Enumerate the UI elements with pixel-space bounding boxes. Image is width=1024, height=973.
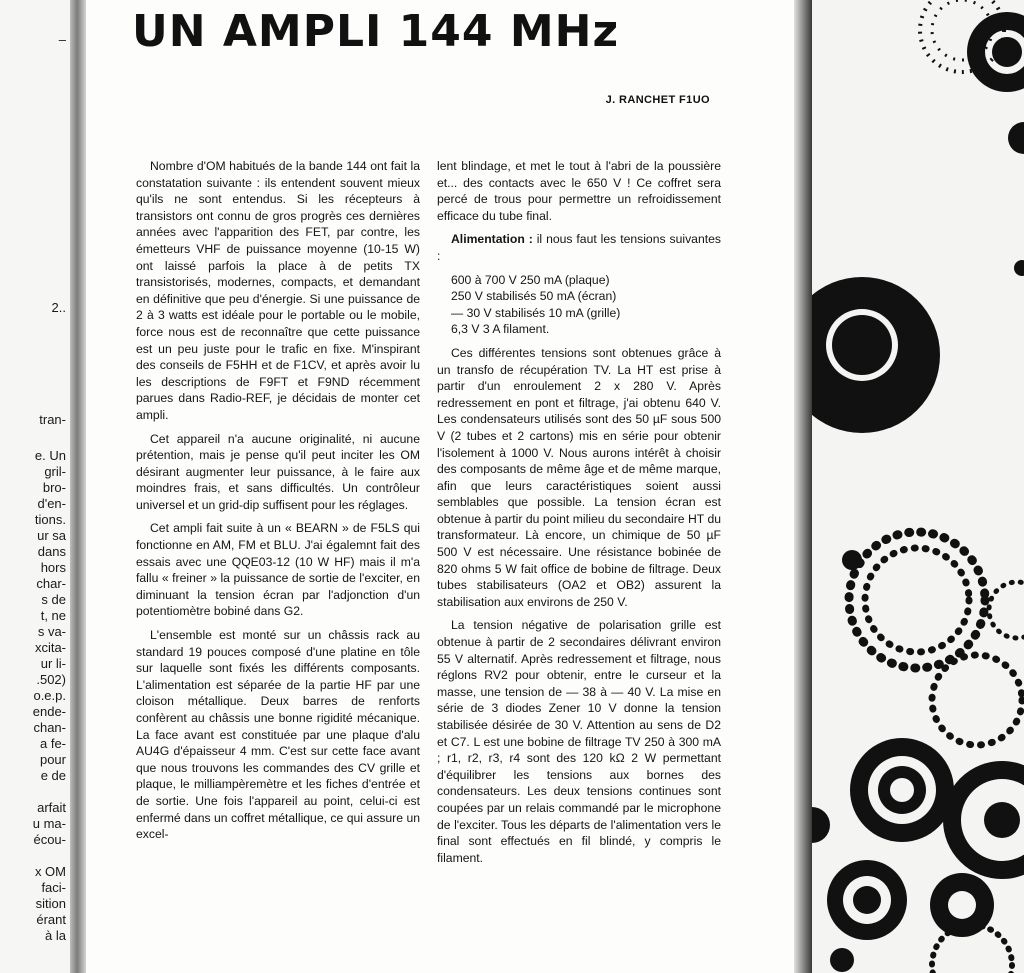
- left-page-fragment: .502): [36, 672, 66, 687]
- left-page-fragment: hors: [40, 560, 66, 575]
- left-page-fragment: ende-: [32, 704, 66, 719]
- paragraph-intro: Nombre d'OM habitués de la bande 144 ont fait la constatation suivante : ils entendent souvent mieux qu'ils ne sont entendus. Si les récepteurs à transistors ont connu de gros progrès ces dernières années avec l'apparition des FET, par contre, les émetteurs VHF de puissance moyenne (10-15 W) ont laissé parfois la place à de petits TX transistorisés, modernes, compacts, et demandant en définitive que peu d'énergie. Si une puissance de 2 à 3 watts est idéale pour le portable ou le mobile, force nous est de reconnaître que cette puissance est un peu juste pour le trafic en fixe. M'inspirant des conseils de F5HH et de F1CV, et après avoir lu les descriptions de F9FT et F9ND récemment parues dans Radio-REF, je décidais de monter cet ampli.: [136, 159, 420, 422]
- paragraph-chassis: L'ensemble est monté sur un châssis rack au standard 19 pouces composé d'une platine en tôle sur laquelle sont fixés les différents composants. L'alimentation est séparée de la partie HF par une cloison métallique. Deux barres de renforts confèrent au châssis une bonne rigidité mécanique. La face avant est constituée par une plaque d'alu AU4G d'épaisseur 4 mm. C'est sur cette face avant que nous trouvons les commandes des CV grille et plaque, le milliampèremètre et les fiches d'entrée et de sortie. Une fois l'appareil au point, celui-ci est enfermé dans un coffret métallique, ce qui assure un excel-: [136, 628, 420, 842]
- paragraph-transfo: Ces différentes tensions sont obtenues grâce à un transfo de récupération TV. La HT est prise à partir d'un enroulement 2 x 280 V. Après redressement en pont et filtrage, j'ai obtenu 640 V. Les condensateurs utilisés sont des 50 µF sous 500 V (2 tubes et 2 cartons) mis en série pour obtenir l'isolement à 1000 V. Nous aurons intérêt à choisir des composants de même âge et de même marque, afin que leurs caractéristiques soient aussi semblables que possible. La tension écran est obtenue à partir du point milieu du secondaire HT du transformateur. Là encore, un chimique de 50 µF 500 V est nécessaire. Une résistance bobinée de 820 ohms 5 W fait office de bobine de filtrage. Deux tubes stabilisateurs (OA2 et OB2) assurent la stabilisation aux environs de 250 V.: [437, 345, 721, 609]
- left-page-fragment: x OM: [34, 864, 66, 879]
- tension-item: — 30 V stabilisés 10 mA (grille): [451, 305, 621, 320]
- paragraph-bearn: Cet ampli fait suite à un « BEARN » de F5LS qui fonctionne en AM, FM et BLU. J'ai égalemnt fait des essais avec une QQE03-12 (10 W HF) mais il m'a fallu « freiner » la puissance de sortie de l'exciter, en diminuant la tension écran par l'adjonction d'un potentiomètre bobiné dans G2.: [136, 521, 420, 619]
- left-page-fragment: e de: [40, 768, 66, 783]
- left-page-fragment: d'en-: [37, 496, 66, 511]
- alimentation-label: Alimentation :: [451, 232, 533, 247]
- left-page-fragment: o.e.p.: [33, 688, 66, 703]
- left-page-fragment: sition: [35, 896, 66, 911]
- left-page-fragment: u ma-: [32, 816, 66, 831]
- article-title: UN AMPLI 144 MHz: [132, 6, 620, 57]
- alimentation-text: il nous faut les tensions suivantes :: [437, 232, 722, 263]
- circles-pattern-graphic: [812, 0, 1024, 973]
- left-page-fragment: char-: [36, 576, 66, 591]
- left-page-fragment: xcita-: [34, 640, 66, 655]
- left-page-fragment: e. Un: [34, 448, 66, 463]
- left-page-fragment: a fe-: [39, 736, 66, 751]
- page-gutter-shadow: [70, 0, 86, 973]
- left-page-fragment: tran-: [39, 412, 66, 427]
- left-page-fragment: bro-: [42, 480, 66, 495]
- article-author: J. RANCHET F1UO: [605, 94, 710, 106]
- left-page-fragment: arfait: [37, 800, 66, 815]
- left-page-fragment: 2..: [51, 300, 66, 315]
- left-page-fragment: pour: [39, 752, 66, 767]
- left-page-fragment: faci-: [41, 880, 66, 895]
- left-page-fragment: ur sa: [37, 528, 66, 543]
- left-page-fragment: ur li-: [40, 656, 66, 671]
- left-page-fragment: s va-: [37, 624, 66, 639]
- decorative-circles-art: [812, 0, 1024, 973]
- left-page-fragment: s de: [41, 592, 66, 607]
- paragraph-originality: Cet appareil n'a aucune originalité, ni aucune prétention, mais je pense qu'il peut inciter les OM désirant augmenter leur puissance, à le faire aux moindres frais, et sans difficultés. Un contrôleur universel et un grid-dip suffisent pour les réglages.: [136, 431, 420, 512]
- text-column-left: [136, 158, 420, 850]
- left-page-fragment: érant: [36, 912, 66, 927]
- text-column-right: [437, 158, 721, 873]
- left-page-fragment: à la: [45, 928, 66, 943]
- paragraph-blindage: lent blindage, et met le tout à l'abri de la poussière et... des contacts avec le 650 V ! Ce coffret sera percé de trous pour permettre un refroidissement efficace du tube final.: [437, 159, 721, 223]
- paragraph-alimentation: [437, 231, 721, 264]
- left-page-fragment: –: [58, 32, 66, 47]
- left-page-fragment: écou-: [33, 832, 66, 847]
- adjacent-left-page: [0, 0, 72, 973]
- tension-item: 250 V stabilisés 50 mA (écran): [451, 289, 617, 304]
- left-page-fragment: gril-: [44, 464, 66, 479]
- left-page-fragment: chan-: [33, 720, 66, 735]
- left-page-fragment: dans: [37, 544, 66, 559]
- tension-item: 600 à 700 V 250 mA (plaque): [451, 272, 610, 287]
- left-page-fragment: tions.: [34, 512, 66, 527]
- paragraph-polarisation: La tension négative de polarisation grille est obtenue à partir de 2 secondaires délivrant environ 55 V alternatif. Après redressement et filtrage, nous réglons RV2 pour obtenir, entre le curseur et la masse, une tension de — 38 à — 40 V. La mise en série de 3 diodes Zener 10 V donne la tension stabilisée désirée de 30 V. Attention au sens de D2 et C7. L est une bobine de filtrage TV 250 à 300 mA ; r1, r2, r3, r4 sont des 120 kΩ 2 W permettant d'équilibrer les tensions aux bornes des condensateurs. Les deux tensions continues sont coupées par un relais commandé par le microphone de l'exciter. Tous les départs de l'alimentation vers le final sont effectués en fil blindé, y compris le filament.: [437, 618, 721, 865]
- left-page-fragment: t, ne: [40, 608, 66, 623]
- tension-item: 6,3 V 3 A filament.: [451, 322, 550, 337]
